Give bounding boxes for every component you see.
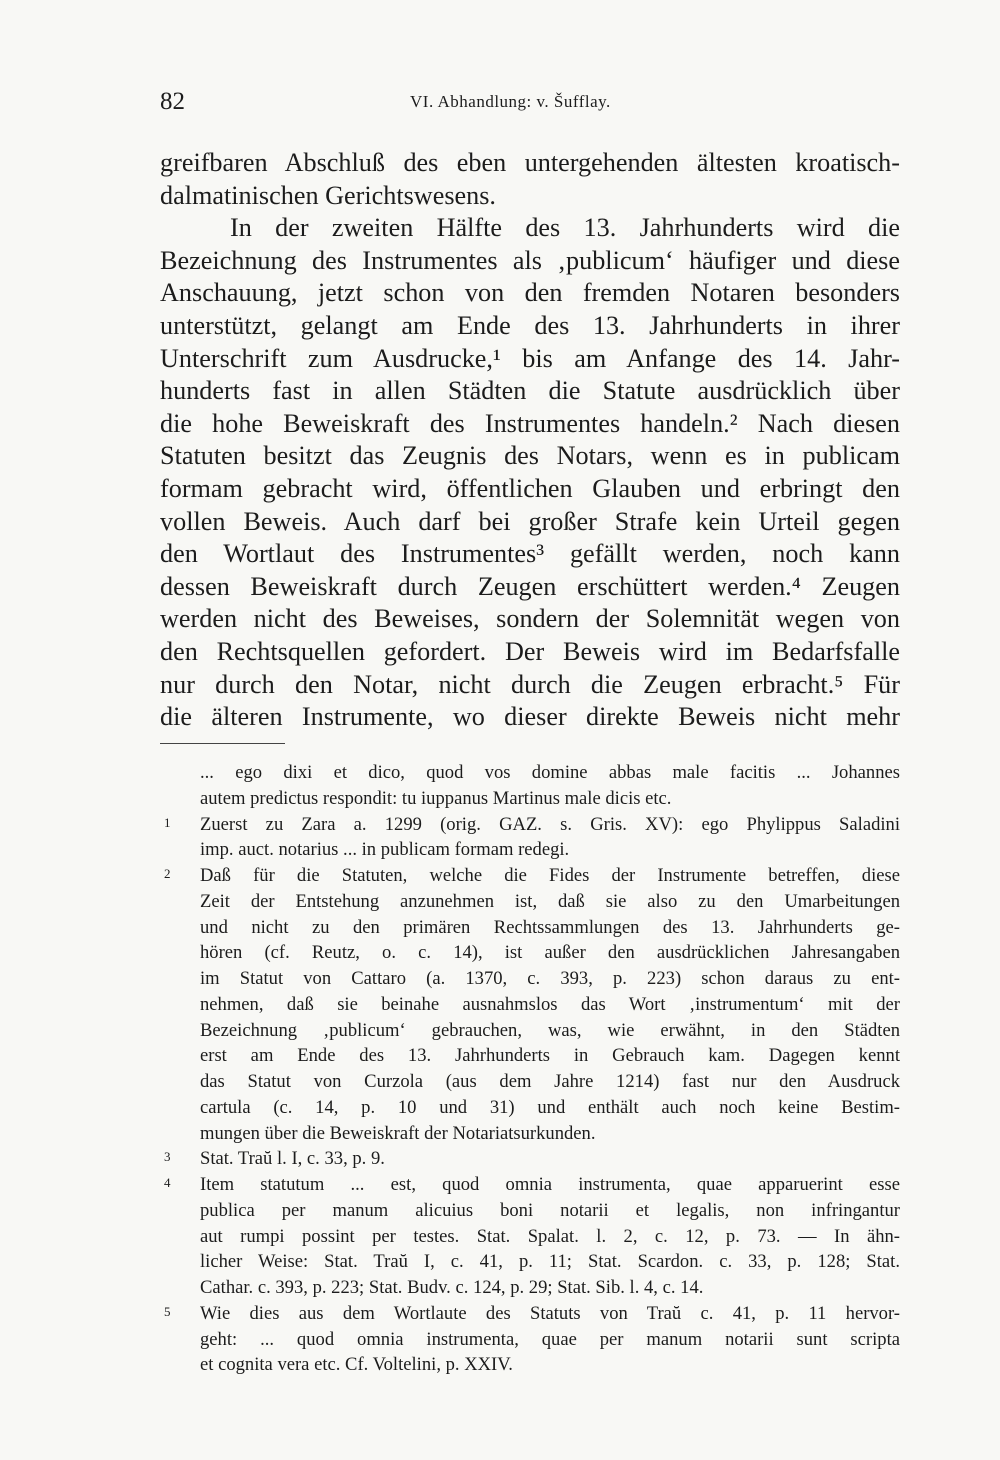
footnote-text: publica per manum alicuius boni notarii et legalis, non infringantur — [200, 1199, 900, 1221]
footnote-text: Wie dies aus dem Wortlaute des Statuts von Traŭ c. 41, p. 11 hervor- — [200, 1302, 900, 1324]
body-line: dalmatinischen Gerichtswesens. — [160, 180, 496, 210]
footnote-text: autem predictus respondit: tu iuppanus Martinus male dicis etc. — [200, 787, 672, 809]
footnote-text: Zeit der Entstehung anzunehmen ist, daß sie also zu den Umarbeitungen — [200, 890, 900, 912]
footnote-line — [160, 992, 900, 1018]
body-line: die hohe Beweiskraft des Instrumentes handeln.² Nach diesen — [160, 408, 900, 438]
footnote-line — [160, 1224, 900, 1250]
page-number: 82 — [160, 88, 185, 115]
body-line: hunderts fast in allen Städten die Statute ausdrücklich über — [160, 376, 900, 406]
footnote-text: Item statutum ... est, quod omnia instrumenta, quae apparuerint esse — [200, 1174, 900, 1195]
body-line: dessen Beweiskraft durch Zeugen erschüttert werden.⁴ Zeugen — [160, 571, 900, 601]
footnote-line — [160, 1121, 900, 1147]
body-line: Anschauung, jetzt schon von den fremden Notaren besonders — [160, 278, 900, 308]
footnote-line — [160, 1301, 900, 1327]
body-line: formam gebracht wird, öffentlichen Glauben und erbringt den — [160, 473, 900, 503]
body-line: Statuten besitzt das Zeugnis des Notars, wenn es in publicam — [160, 441, 900, 471]
body-line: In der zweiten Hälfte des 13. Jahrhunderts wird die — [230, 213, 900, 243]
footnote-line — [160, 940, 900, 966]
footnote-line — [160, 889, 900, 915]
footnote-line — [160, 1172, 900, 1198]
footnote-line — [160, 812, 900, 838]
footnote-text: ... ego dixi et dico, quod vos domine abbas male facitis ... Johannes — [200, 762, 900, 783]
footnote-line — [160, 786, 900, 812]
footnote-line — [160, 1249, 900, 1275]
footnote-line — [160, 1095, 900, 1121]
body-text — [160, 147, 900, 734]
footnote-line — [160, 1018, 900, 1044]
body-line: greifbaren Abschluß des eben untergehenden ältesten kroatisch- — [160, 148, 900, 177]
footnote-line — [160, 863, 900, 889]
footnote-line — [160, 1146, 900, 1172]
footnote-text: licher Weise: Stat. Traŭ I, c. 41, p. 11; Stat. Scardon. c. 33, p. 128; Stat. — [200, 1251, 900, 1273]
footnote-text: geht: ... quod omnia instrumenta, quae per manum notarii sunt scripta — [200, 1328, 900, 1350]
footnotes — [160, 760, 900, 1378]
footnote-text: hören (cf. Reutz, o. c. 14), ist außer den ausdrücklichen Jahresangaben — [200, 942, 900, 964]
footnote-text: Bezeichnung ‚publicum‘ gebrauchen, was, wie erwähnt, in den Städten — [200, 1019, 900, 1041]
footnote-marker: 4 — [164, 1175, 171, 1190]
footnote-text: aut rumpi possint per testes. Stat. Spalat. l. 2, c. 12, p. 73. — In ähn- — [200, 1225, 900, 1247]
footnote-text: et cognita vera etc. Cf. Voltelini, p. XXIV. — [200, 1354, 513, 1376]
body-line: vollen Beweis. Auch darf bei großer Strafe kein Urteil gegen — [160, 506, 900, 536]
body-line: Bezeichnung des Instrumentes als ‚publicum‘ häufiger und diese — [160, 245, 900, 275]
body-line: unterstützt, gelangt am Ende des 13. Jahrhunderts in ihrer — [160, 310, 900, 340]
footnote-line — [160, 915, 900, 941]
footnote-text: das Statut von Curzola (aus dem Jahre 1214) fast nur den Ausdruck — [200, 1071, 900, 1092]
footnote-marker: 1 — [164, 814, 171, 830]
footnote-text: mungen über die Beweiskraft der Notariatsurkunden. — [200, 1122, 596, 1144]
body-line: nur durch den Notar, nicht durch die Zeugen erbracht.⁵ Für — [160, 669, 900, 699]
body-line: Unterschrift zum Ausdrucke,¹ bis am Anfange des 14. Jahr- — [160, 343, 900, 373]
footnote-text: Zuerst zu Zara a. 1299 (orig. GAZ. s. Gris. XV): ego Phylippus Saladini — [200, 813, 900, 835]
footnote-text: cartula (c. 14, p. 10 und 31) und enthält auch noch keine Bestim- — [200, 1096, 900, 1118]
footnote-line — [160, 1069, 900, 1095]
footnote-marker: 3 — [164, 1149, 171, 1165]
footnote-text: erst am Ende des 13. Jahrhunderts in Gebrauch kam. Dagegen kennt — [200, 1045, 900, 1067]
footnote-text: im Statut von Cattaro (a. 1370, c. 393, p. 223) schon daraus zu ent- — [200, 968, 900, 989]
footnote-marker: 2 — [164, 866, 171, 881]
footnote-text: Stat. Traŭ l. I, c. 33, p. 9. — [200, 1148, 385, 1170]
footnote-line — [160, 1198, 900, 1224]
running-head: VI. Abhandlung: v. Šufflay. — [410, 92, 611, 111]
footnote-rule — [160, 743, 285, 744]
footnote-line — [160, 837, 900, 863]
footnote-line — [160, 1043, 900, 1069]
footnote-text: und nicht zu den primären Rechtssammlungen des 13. Jahrhunderts ge- — [200, 916, 900, 938]
footnote-text: nehmen, daß sie beinahe ausnahmslos das Wort ‚instrumentum‘ mit der — [200, 993, 900, 1015]
footnote-line — [160, 966, 900, 992]
footnote-line — [160, 1327, 900, 1353]
footnote-text: imp. auct. notarius ... in publicam formam redegi. — [200, 839, 570, 861]
body-line: den Rechtsquellen gefordert. Der Beweis wird im Bedarfsfalle — [160, 636, 900, 666]
footnote-line — [160, 1275, 900, 1301]
footnote-line — [160, 760, 900, 786]
body-line: werden nicht des Beweises, sondern der Solemnität wegen von — [160, 604, 900, 634]
footnote-text: Cathar. c. 393, p. 223; Stat. Budv. c. 124, p. 29; Stat. Sib. l. 4, c. 14. — [200, 1277, 704, 1298]
body-line: die älteren Instrumente, wo dieser direkte Beweis nicht mehr — [160, 702, 900, 732]
footnote-marker: 5 — [164, 1303, 171, 1319]
footnote-text: Daß für die Statuten, welche die Fides der Instrumente betreffen, diese — [200, 865, 900, 886]
body-line: den Wortlaut des Instrumentes³ gefällt werden, noch kann — [160, 539, 900, 569]
footnote-line — [160, 1352, 900, 1378]
